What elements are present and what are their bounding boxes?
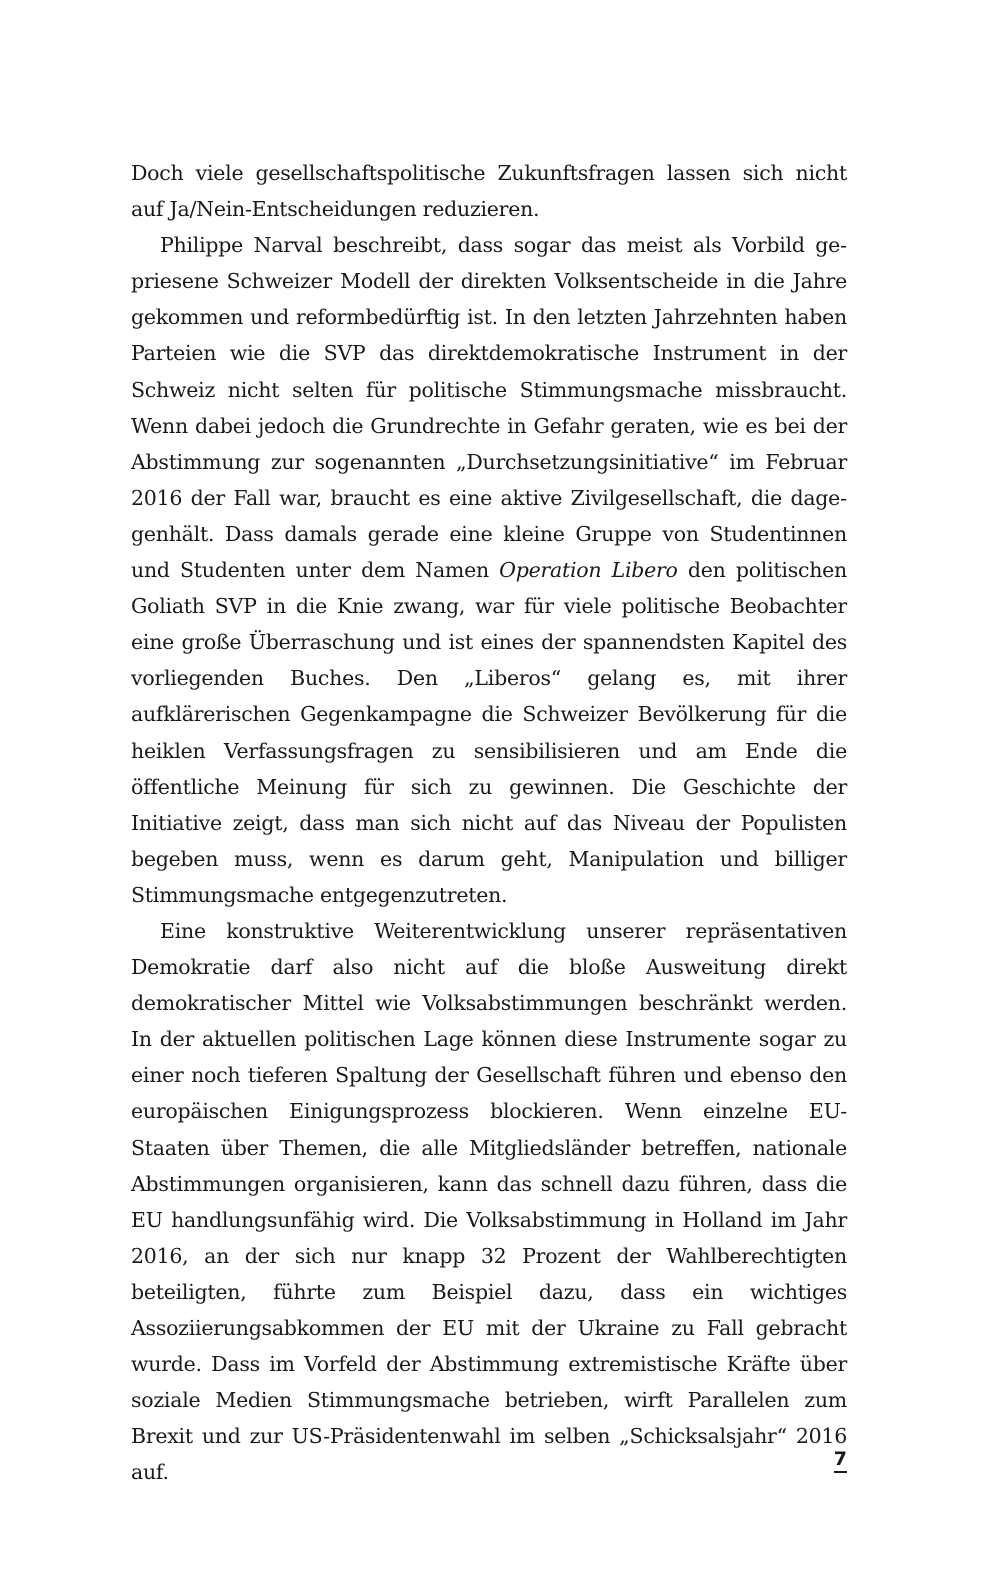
paragraph-text: Doch viele gesellschaftspolitische Zukunftsfragen lassen sich nicht auf Ja/Nein-Entscheidungen reduzieren. [131, 161, 847, 222]
paragraph-text: Philippe Narval beschreibt, dass sogar das meist als Vorbild gepriesene Schweizer Modell der direkten Volksentscheide in die Jahre gekommen und reformbedürftig ist. In den letzten Jahrzehnten haben Parteien wie die SVP das direktdemokratische Instrument in der Schweiz nicht selten für politische Stimmungsmache missbraucht. Wenn dabei jedoch die Grundrechte in Gefahr geraten, wie es bei der Abstimmung zur sogenannten „Durchsetzungsinitiative“ im Februar 2016 der Fall war, braucht es eine aktive Zivilgesellschaft, die dagegenhält. Dass damals gerade eine kleine Gruppe von Studentinnen und Studenten unter dem Namen [131, 233, 847, 583]
paragraph-1 [131, 155, 847, 227]
emphasized-text: Operation Libero [499, 558, 678, 583]
paragraph-text: den politischen Goliath SVP in die Knie zwang, war für viele politische Beobachter eine große Überraschung und ist eines der spannendsten Kapitel des vorliegenden Buches. Den „Liberos“ gelang es, mit ihrer aufklärerischen Gegenkampagne die Schweizer Bevölkerung für die heiklen Verfassungsfragen zu sensibilisieren und am Ende die öffentliche Meinung für sich zu gewinnen. Die Geschichte der Initiative zeigt, dass man sich nicht auf das Niveau der Populisten begeben muss, wenn es darum geht, Manipulation und billiger Stimmungsmache entgegenzutreten. [131, 558, 847, 907]
paragraph-2 [131, 227, 847, 913]
body-text [131, 155, 847, 1490]
page-number: 7 [834, 1448, 847, 1473]
paragraph-3 [131, 913, 847, 1491]
paragraph-text: Eine konstruktive Weiterentwicklung unserer repräsentativen Demokratie darf also nicht auf die bloße Ausweitung direkt demokratischer Mittel wie Volksabstimmungen beschränkt werden. In der aktuellen politischen Lage können diese Instrumente sogar zu einer noch tieferen Spaltung der Gesellschaft führen und ebenso den europäischen Einigungsprozess blockieren. Wenn einzelne EU-Staaten über Themen, die alle Mitgliedsländer betreffen, nationale Abstimmungen organisieren, kann das schnell dazu führen, dass die EU handlungsunfähig wird. Die Volksabstimmung in Holland im Jahr 2016, an der sich nur knapp 32 Prozent der Wahlberechtigten beteiligten, führte zum Beispiel dazu, dass ein wichtiges Assoziierungsabkommen der EU mit der Ukraine zu Fall gebracht wurde. Dass im Vorfeld der Abstimmung extremistische Kräfte über soziale Medien Stimmungsmache betrieben, wirft Parallelen zum Brexit und zur US-Präsidentenwahl im selben „Schicksalsjahr“ 2016 auf. [131, 918, 847, 1485]
